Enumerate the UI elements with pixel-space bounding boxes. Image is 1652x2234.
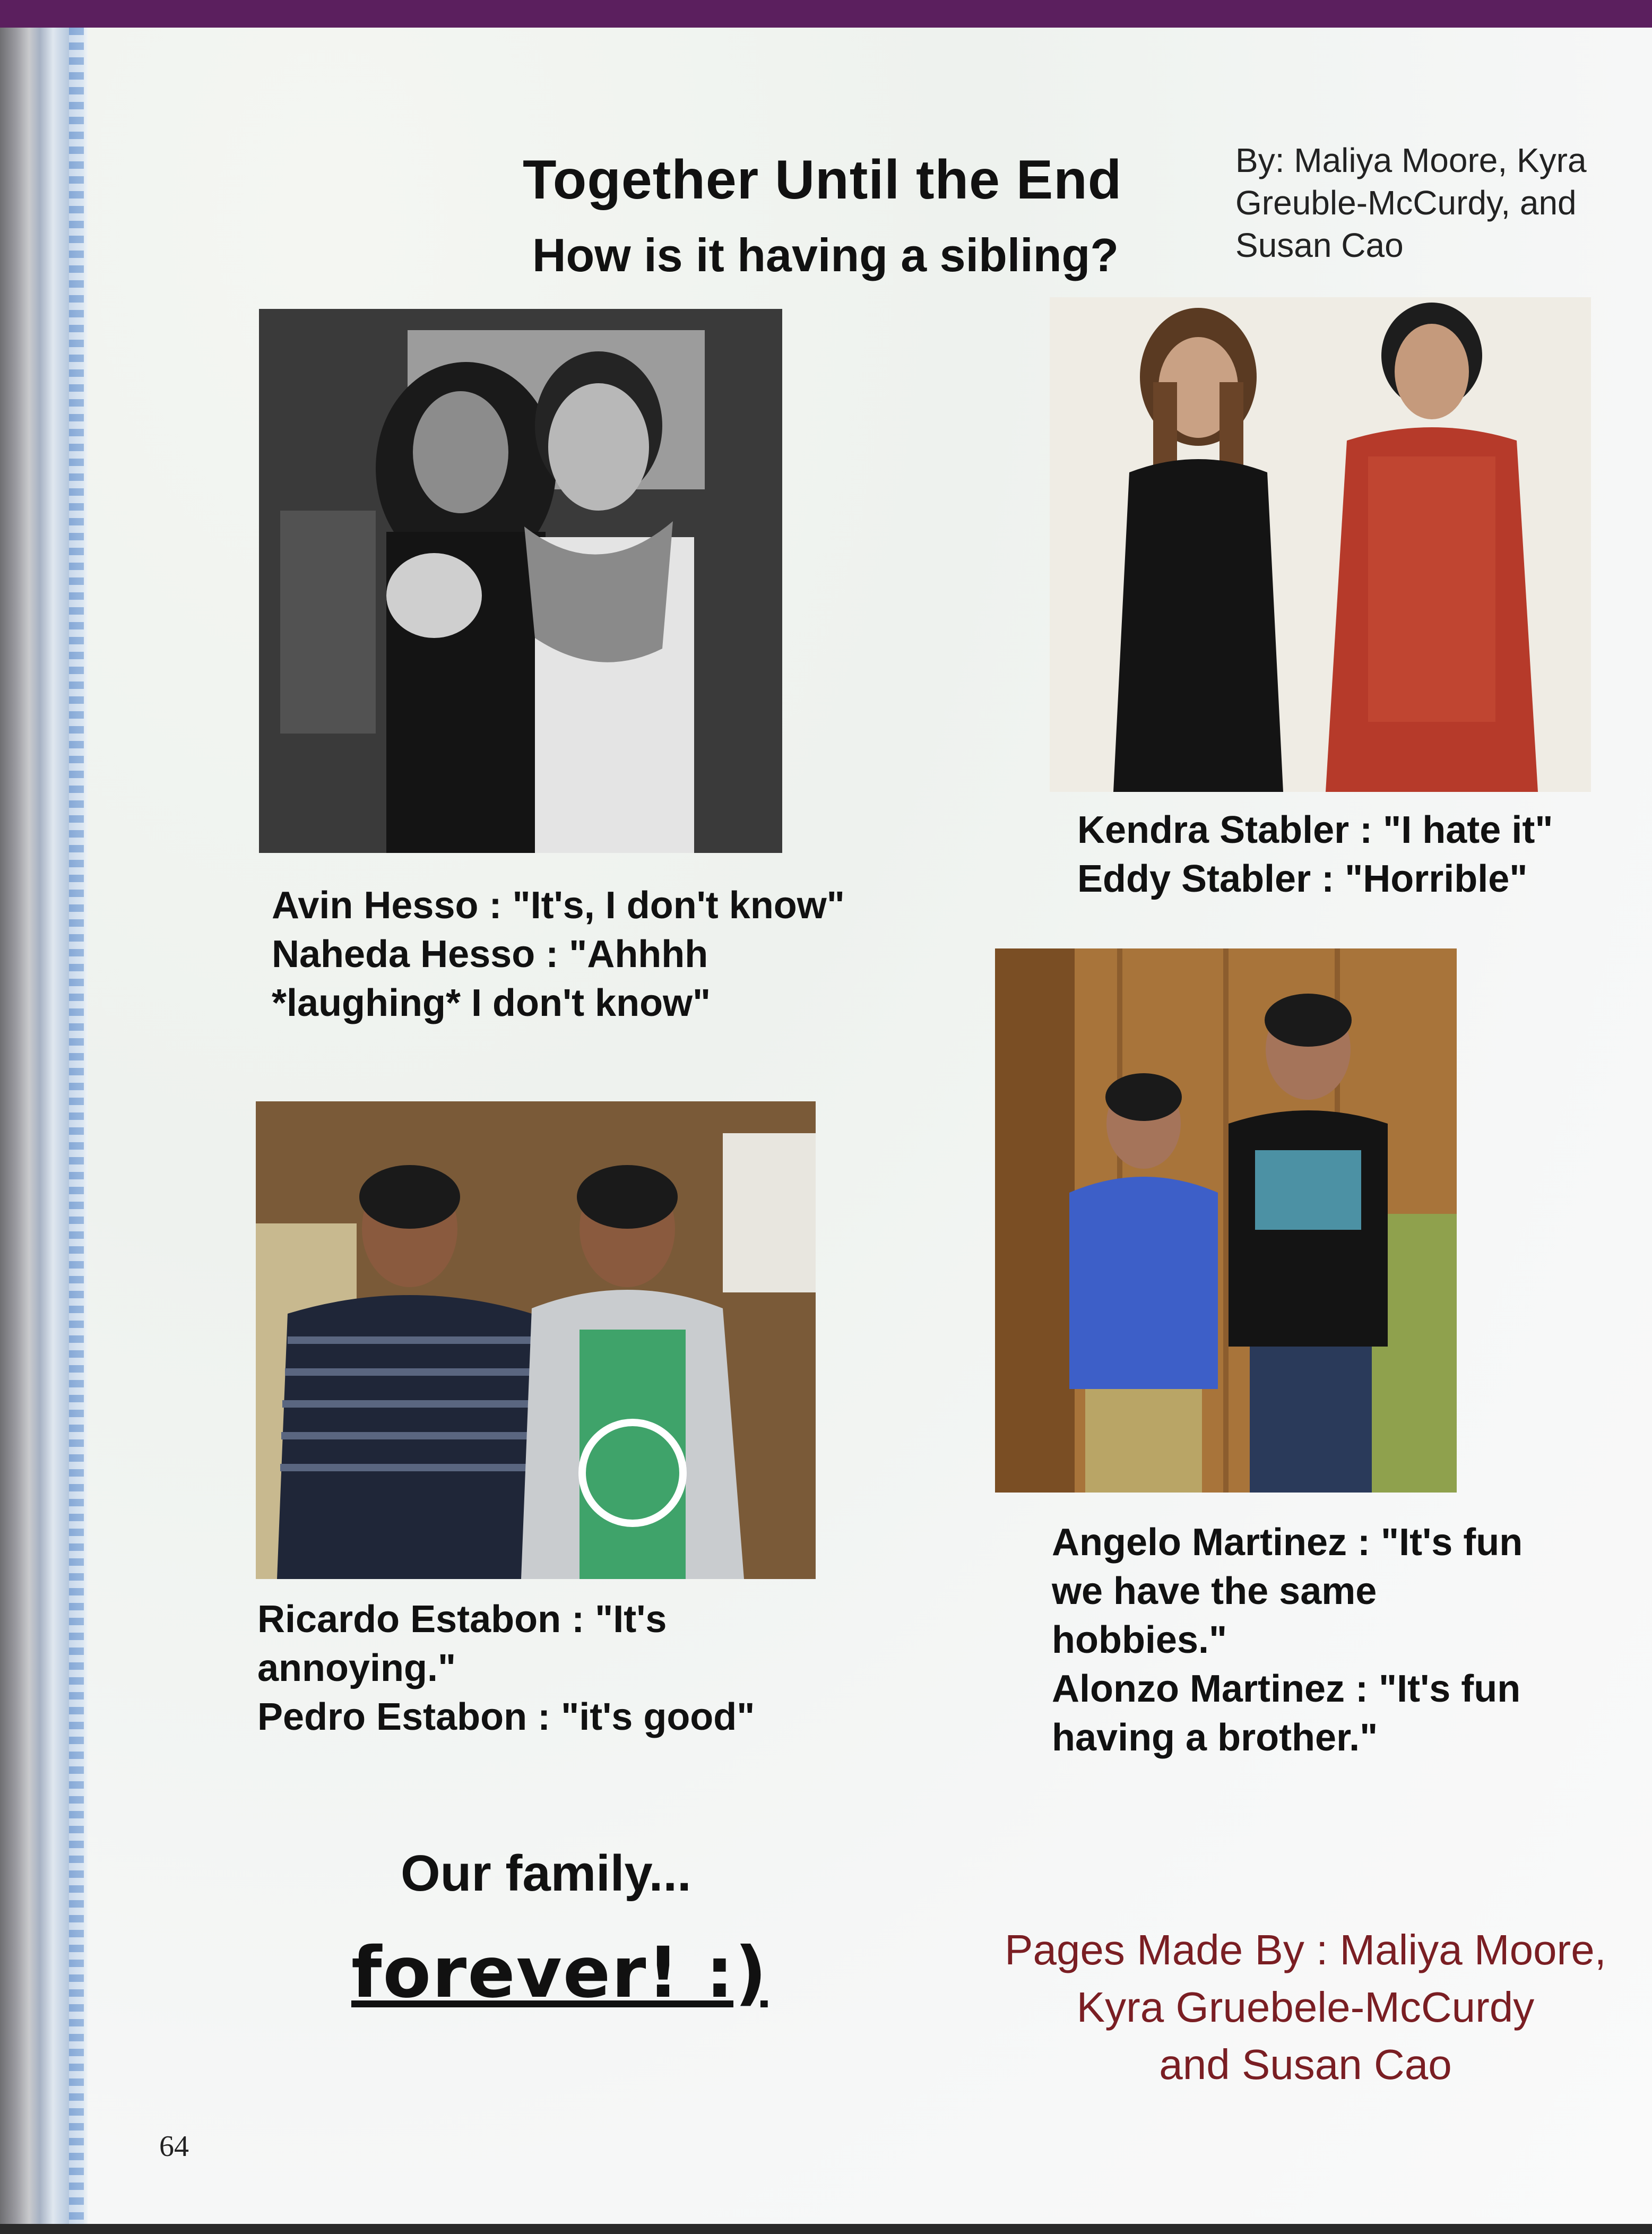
caption-estabon [257, 1595, 947, 1741]
caption-line: Kendra Stabler : "I hate it" [1077, 809, 1553, 851]
caption-line: Pedro Estabon : "it's good" [257, 1696, 755, 1738]
photo-stabler-siblings [1050, 297, 1591, 792]
photo-hesso-sisters-image [259, 309, 782, 853]
caption-line: Alonzo Martinez : "It's fun [1052, 1668, 1521, 1710]
photo-hesso-sisters [259, 309, 782, 853]
page-title: Together Until the End [523, 149, 1122, 211]
caption-stabler [1077, 806, 1645, 903]
byline: By: Maliya Moore, Kyra Greuble-McCurdy, and Susan Cao [1235, 141, 1587, 264]
page-number: 64 [159, 2130, 189, 2163]
caption-line: Eddy Stabler : "Horrible" [1077, 858, 1528, 900]
caption-line: Angelo Martinez : "It's fun [1052, 1521, 1523, 1564]
credits-line: Pages Made By : Maliya Moore, [1005, 1926, 1606, 1973]
page-subtitle: How is it having a sibling? [532, 229, 1119, 281]
spine-stripe [69, 28, 84, 2234]
credits-line: Kyra Gruebele-McCurdy [1076, 1983, 1535, 2031]
photo-martinez-brothers-image [995, 948, 1457, 1493]
caption-line: having a brother." [1052, 1717, 1378, 1759]
photo-stabler-siblings-image [1050, 297, 1591, 792]
caption-line: hobbies." [1052, 1619, 1227, 1661]
credits-line: and Susan Cao [1159, 2041, 1452, 2088]
photo-estabon-brothers-image [256, 1101, 816, 1579]
caption-line: Avin Hesso : "It's, I don't know" [272, 884, 845, 927]
closing-line-1: Our family... [401, 1845, 691, 1902]
photo-estabon-brothers [256, 1101, 816, 1579]
caption-martinez [1052, 1518, 1636, 1762]
caption-line: Ricardo Estabon : "It's [257, 1598, 667, 1641]
closing-line-2: forever! :) [351, 1932, 768, 2014]
top-color-bar [0, 0, 1652, 28]
caption-hesso [272, 881, 962, 1028]
page-credits [966, 1921, 1645, 2093]
caption-line: *laughing* I don't know" [272, 982, 711, 1024]
caption-line: annoying." [257, 1647, 456, 1689]
caption-line: Naheda Hesso : "Ahhhh [272, 933, 708, 976]
bottom-edge [0, 2224, 1652, 2234]
photo-martinez-brothers [995, 948, 1457, 1493]
caption-line: we have the same [1052, 1570, 1377, 1612]
